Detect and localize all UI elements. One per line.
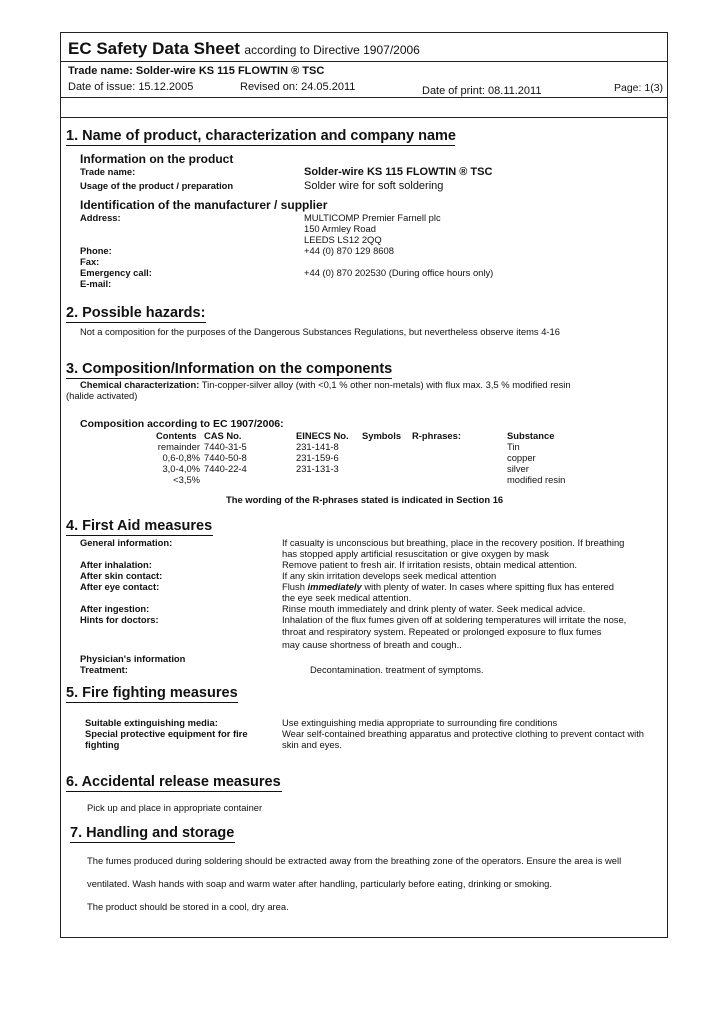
treatment-label: Treatment: (80, 664, 128, 675)
equipment-text: Wear self-contained breathing apparatus and protective clothing to prevent contact with (282, 728, 645, 739)
chem-label: Chemical characterization: (80, 379, 200, 390)
table-cell: 231-131-3 (296, 463, 339, 474)
table-cell: 0,6-0,8% (162, 452, 200, 463)
handling-text: ventilated. Wash hands with soap and warm water after handling, particularly before eating, drinking or smoking. (87, 878, 553, 889)
table-cell: Tin (507, 441, 520, 452)
emergency-value: +44 (0) 870 202530 (During office hours only) (304, 267, 494, 278)
address-line: 150 Armley Road (304, 223, 376, 234)
page-number: Page: 1(3) (614, 82, 664, 94)
release-text: Pick up and place in appropriate container (87, 802, 263, 813)
treatment-text: Decontamination. treatment of symptoms. (310, 664, 484, 675)
table-cell: silver (507, 463, 529, 474)
equipment-text: skin and eyes. (282, 739, 342, 750)
section-2-heading: 2. Possible hazards: (66, 305, 206, 321)
eye-immediately: immediately (307, 581, 362, 592)
address-line: LEEDS LS12 2QQ (304, 234, 382, 245)
rphrases-note: The wording of the R-phrases stated is indicated in Section 16 (226, 494, 504, 505)
date-of-print: Date of print: 08.11.2011 (422, 85, 542, 97)
inhalation-text: Remove patient to fresh air. If irritation resists, obtain medical attention. (282, 559, 577, 570)
composition-heading: Composition according to EC 1907/2006: (80, 418, 284, 430)
manufacturer-heading: Identification of the manufacturer / supplier (80, 198, 328, 212)
divider (60, 97, 668, 98)
table-cell: modified resin (507, 474, 566, 485)
hints-text: may cause shortness of breath and cough.. (282, 639, 462, 650)
hints-text: Inhalation of the flux fumes given off at soldering temperatures will irritate the nose, (282, 614, 627, 625)
eye-text (282, 582, 614, 591)
trade-name-value: Solder-wire KS 115 FLOWTIN ® TSC (304, 166, 493, 178)
eye-flush: Flush (282, 581, 305, 592)
trade-name-label: Trade name: (80, 166, 136, 177)
ingestion-text: Rinse mouth immediately and drink plenty of water. Seek medical advice. (282, 603, 586, 614)
info-heading: Information on the product (80, 152, 234, 166)
general-text: has stopped apply artificial resuscitation or give oxygen by mask (282, 548, 549, 559)
underline (66, 702, 238, 703)
table-cell: 231-159-6 (296, 452, 339, 463)
revised-on: Revised on: 24.05.2011 (240, 81, 356, 93)
section-4-heading: 4. First Aid measures (66, 518, 213, 534)
col-rphrases: R-phrases: (412, 430, 461, 441)
phone-label: Phone: (80, 245, 112, 256)
general-label: General information: (80, 537, 173, 548)
general-text: If casualty is unconscious but breathing, place in the recovery position. If breathing (282, 537, 625, 548)
media-label: Suitable extinguishing media: (85, 717, 218, 728)
divider (60, 117, 668, 118)
col-contents: Contents (156, 430, 197, 441)
storage-text: The product should be stored in a cool, dry area. (87, 901, 289, 912)
table-cell: <3,5% (173, 474, 200, 485)
address-label: Address: (80, 212, 121, 223)
emergency-label: Emergency call: (80, 267, 152, 278)
ingestion-label: After ingestion: (80, 603, 150, 614)
col-substance: Substance (507, 430, 555, 441)
chemical-characterization (80, 380, 571, 389)
divider (60, 61, 668, 62)
table-cell: copper (507, 452, 536, 463)
skin-label: After skin contact: (80, 570, 163, 581)
section-6-heading: 6. Accidental release measures (66, 774, 281, 790)
directive: according to Directive 1907/2006 (244, 43, 420, 57)
inhalation-label: After inhalation: (80, 559, 152, 570)
table-cell: 7440-50-8 (204, 452, 247, 463)
eye-label: After eye contact: (80, 581, 160, 592)
underline (66, 791, 282, 792)
underline (66, 535, 213, 536)
hints-label: Hints for doctors: (80, 614, 159, 625)
section-1-heading: 1. Name of product, characterization and company name (66, 128, 456, 144)
address-line: MULTICOMP Premier Farnell plc (304, 212, 441, 223)
usage-value: Solder wire for soft soldering (304, 180, 444, 192)
underline (66, 322, 206, 323)
col-symbols: Symbols (362, 430, 402, 441)
fax-label: Fax: (80, 256, 100, 267)
hazards-text: Not a composition for the purposes of the Dangerous Substances Regulations, but nevertheless observe items 4-16 (80, 326, 560, 337)
equipment-label: Special protective equipment for fire (85, 728, 248, 739)
col-cas: CAS No. (204, 430, 242, 441)
chem-text-2: (halide activated) (66, 390, 138, 401)
title: EC Safety Data Sheet (68, 39, 240, 58)
underline (66, 145, 455, 146)
hints-text: throat and respiratory system. Repeated or prolonged exposure to flux fumes (282, 626, 602, 637)
handling-text: The fumes produced during soldering should be extracted away from the breathing zone of the operators. Ensure the area is well (87, 855, 622, 866)
col-einecs: EINECS No. (296, 430, 349, 441)
table-cell: remainder (157, 441, 200, 452)
table-cell: 7440-31-5 (204, 441, 247, 452)
eye-rest: with plenty of water. In cases where spitting flux has entered (364, 581, 614, 592)
email-label: E-mail: (80, 278, 112, 289)
date-of-issue: Date of issue: 15.12.2005 (68, 81, 194, 93)
table-cell: 231-141-8 (296, 441, 339, 452)
equipment-label: fighting (85, 739, 120, 750)
chem-text: Tin-copper-silver alloy (with <0,1 % other non-metals) with flux max. 3,5 % modified resin (201, 379, 571, 390)
table-cell: 3,0-4,0% (162, 463, 200, 474)
section-7-heading: 7. Handling and storage (70, 825, 235, 841)
usage-label: Usage of the product / preparation (80, 180, 234, 191)
section-5-heading: 5. Fire fighting measures (66, 685, 238, 701)
table-cell: 7440-22-4 (204, 463, 247, 474)
underline (70, 842, 235, 843)
eye-text-2: the eye seek medical attention. (282, 592, 412, 603)
section-3-heading: 3. Composition/Information on the components (66, 361, 393, 377)
physician-label: Physician's information (80, 653, 186, 664)
skin-text: If any skin irritation develops seek medical attention (282, 570, 497, 581)
phone-value: +44 (0) 870 129 8608 (304, 245, 394, 256)
trade-name-line: Trade name: Solder-wire KS 115 FLOWTIN ® TSC (68, 65, 325, 77)
document-title (68, 40, 420, 58)
media-text: Use extinguishing media appropriate to surrounding fire conditions (282, 717, 558, 728)
